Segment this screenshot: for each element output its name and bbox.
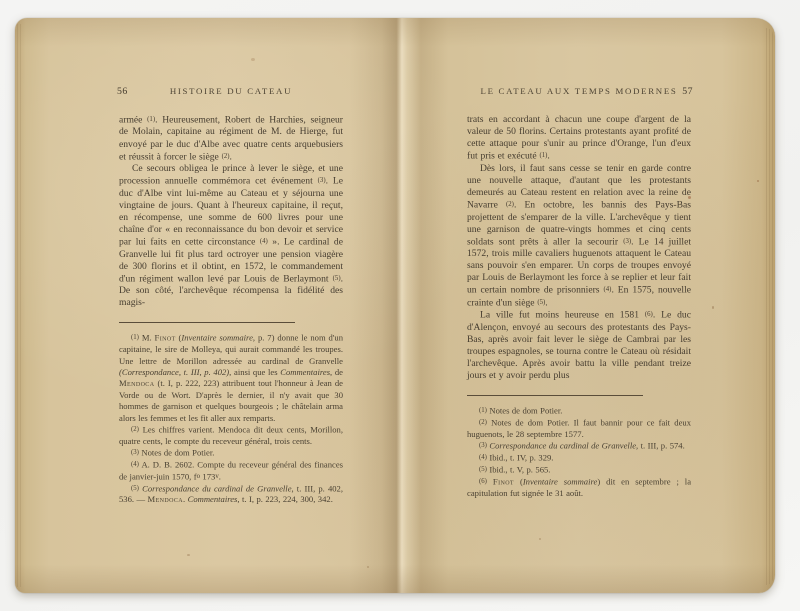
- book-spread: [15, 18, 775, 593]
- age-spot: [367, 566, 369, 568]
- right-page: [467, 86, 691, 499]
- left-page-body: [119, 114, 343, 309]
- age-spot: [712, 306, 714, 309]
- body-paragraph: Ce secours obligea le prince à lever le siège, et une procession annuelle commémora cet événement (3). Le duc d'Albe vint lui-même au Cateau et y séjourna une vingtaine de jours. Quant à l'heureux capitaine, il reçut, en récompense, une somme de 600 livres pour une chaîne d'or « en reconnaissance du bon devoir et service par lui faits en cette circonstance (4) ». Le cardinal de Granvelle lui fit plus tard octroyer une pension viagère de 300 florins et il obtint, en 1572, le commandement d'un régiment wallon levé par Louis de Berlaymont (5). De son côté, l'archevêque récompensa la fidélité des magis-: [119, 163, 343, 309]
- right-page-body: [467, 114, 691, 382]
- footnote: (5) Correspondance du cardinal de Granvelle, t. III, p. 402, 536. — Mendoca. Commentaires, t. I, p. 223, 224, 300, 342.: [119, 483, 343, 505]
- footnote: (3) Notes de dom Potier.: [131, 447, 215, 458]
- left-page-footnotes: [119, 332, 343, 505]
- footnote: (1) Notes de dom Potier.: [479, 405, 563, 416]
- body-paragraph: Dès lors, il faut sans cesse se tenir en garde contre une nouvelle attaque, d'autant que les protestants demeurés au Cateau restent en relation avec la reine de Navarre (2). En octobre, les bannis des Pays-Bas projettent de s'emparer de la ville. L'archevêque y tient une garnison de quatre-vingts hommes et cinq cents soldats sont prêts à aller la secourir (3). Le 14 juillet 1572, trois mille cavaliers huguenots attaquent le Cateau sans pouvoir s'en emparer. Un corps de troupes envoyé par Louis de Berlaymont les force à se replier et leur fait un certain nombre de prisonniers (4). En 1575, nouvelle crainte d'un siège (5).: [467, 162, 691, 309]
- footnote: (4) Ibid., t. IV, p. 329.: [479, 452, 554, 463]
- footnote: (1) M. Finot (Inventaire sommaire, p. 7) donne le nom d'un capitaine, le sire de Molleya, qui aurait commandé les troupes. Une lettre de Morillon adressée au cardinal de Granvelle (Correspondance, t. III, p. 402), ainsi que les Commentaires, de Mendoca (t. I, p. 222, 223) attribuent tout l'honneur à Jean de Vorde ou de Wort. D'après le dernier, il n'y avait que 30 hommes de garnison et quelques bourgeois ; le châtelain arma alors les femmes et les fit aller aux remparts.: [119, 332, 343, 423]
- footnote: (4) A. D. B. 2602. Compte du receveur général des finances de janvier-juin 1570, fo 173v.: [119, 459, 343, 482]
- footnote-rule: [119, 322, 295, 323]
- footnote: (5) Ibid., t. V, p. 565.: [479, 464, 551, 475]
- page-number: 57: [682, 86, 693, 97]
- footnote-rule: [467, 395, 643, 396]
- body-paragraph: armée (1). Heureusement, Robert de Harchies, seigneur de Molain, capitaine au régiment de M. de Hierge, fut envoyé par le duc d'Albe avec quatre cents arquebusiers et réussit à forcer le siège (2).: [119, 114, 344, 163]
- body-paragraph: La ville fut moins heureuse en 1581 (6). Le duc d'Alençon, envoyé au secours des protestants des Pays-Bas, après avoir fait lever le siège de Cambrai par les troupes espagnoles, se tourna contre le Cateau où résidait l'archevêque. Après avoir battu la ville pendant treize jours et y avoir perdu plus: [467, 309, 691, 382]
- left-page-header: [119, 86, 343, 98]
- footnote: (3) Correspondance du cardinal de Granvelle, t. III, p. 574.: [479, 440, 685, 451]
- footnote: (6) Finot (Inventaire sommaire) dit en septembre ; la capitulation fut signée le 31 août.: [467, 476, 692, 498]
- footnote: (2) Les chiffres varient. Mendoca dit deux cents, Morillon, quatre cents, le compte du receveur général, trois cents.: [119, 424, 343, 446]
- right-page-footnotes: [467, 405, 691, 499]
- running-title: HISTOIRE DU CATEAU: [169, 86, 293, 96]
- age-spot: [757, 180, 759, 182]
- age-spot: [187, 554, 190, 556]
- page-number: 56: [117, 86, 128, 97]
- age-spot: [251, 58, 255, 61]
- footnote: (2) Notes de dom Potier. Il faut bannir pour ce fait deux huguenots, le 28 septembre 1577.: [467, 417, 691, 439]
- running-title: LE CATEAU AUX TEMPS MODERNES: [480, 86, 678, 96]
- right-page-header: [467, 86, 691, 98]
- body-paragraph: trats en accordant à chacun une coupe d'argent de la valeur de 50 florins. Certains protestants ayant profité de cette attaque pour s'unir au prince d'Orange, l'un d'eux fut pris et exécuté (1).: [467, 114, 691, 162]
- left-page: [119, 86, 343, 506]
- age-spot: [539, 538, 541, 540]
